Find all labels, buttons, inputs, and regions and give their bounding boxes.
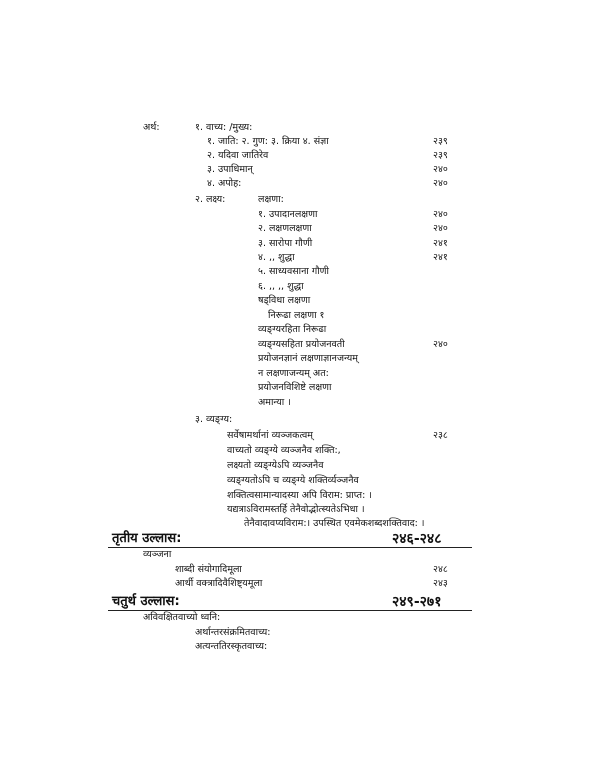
vyangya-heading: ३. व्यङ्ग्य:	[195, 414, 233, 425]
caturtha-rule	[108, 610, 472, 611]
lakshya-item-12: न लक्षणाजन्यम् अत:	[258, 368, 329, 379]
lakshya-item-6: ६. ,, ,, शुद्धा	[258, 281, 304, 292]
trtiya-heading: तृतीय उल्लास:	[112, 531, 182, 546]
lakshya-item-13: प्रयोजनविशिष्टे लक्षणा	[258, 382, 332, 393]
vacya-item-4-page: २४०	[433, 178, 448, 189]
vyangya-item-2: वाच्यतो व्यङ्ग्ये व्यञ्जनैव शक्ति:,	[227, 445, 341, 456]
caturtha-sub: अविवक्षितवाच्यो ध्वनि:	[143, 612, 221, 623]
lakshya-item-14: अमान्या ।	[258, 397, 291, 408]
trtiya-item-1: शाब्दी संयोगादिमूला	[175, 564, 242, 575]
vyangya-item-1: सर्वेषामर्थानां व्यञ्जकत्वम्	[227, 430, 313, 441]
vyangya-item-1-page: २३८	[433, 430, 448, 441]
vyangya-item-4: व्यङ्ग्यतोऽपि च व्यङ्ग्ये शक्तिर्व्यञ्जनैव	[227, 475, 359, 486]
vacya-item-3: ३. उपाधिमान्	[207, 164, 253, 175]
trtiya-pages: २४६-२४८	[392, 531, 442, 547]
lakshya-item-9: व्यङ्ग्यरहिता निरूढा	[258, 324, 327, 335]
trtiya-rule	[108, 547, 472, 548]
vacya-heading: १. वाच्य: /मुख्य:	[195, 122, 253, 133]
vyangya-item-3: लक्ष्यतो व्यङ्ग्येऽपि व्यञ्जनैव	[227, 460, 324, 471]
lakshya-item-3: ३. सारोपा गौणी	[258, 238, 313, 249]
lakshya-item-8: निरूढा लक्षणा १	[268, 310, 325, 321]
trtiya-item-1-page: २४८	[433, 564, 448, 575]
trtiya-item-2: आर्थी वक्त्रादिवैशिष्ट्यमूला	[175, 578, 263, 589]
lakshya-item-5: ५. साध्यवसाना गौणी	[258, 266, 329, 277]
vacya-item-3-page: २४०	[433, 164, 448, 175]
vyangya-item-5: शक्तित्वसामान्यादस्या अपि विराम: प्राप्त: ।	[227, 490, 372, 501]
caturtha-item-2: अत्यन्ततिरस्कृतवाच्य:	[195, 641, 268, 652]
lakshya-item-2-page: २४०	[433, 223, 448, 234]
vacya-item-1-page: २३९	[433, 136, 448, 147]
lakshya-item-4: ४. ,, शुद्धा	[258, 252, 295, 263]
vyangya-item-6: यद्यत्राऽविरामस्तर्हि तेनैवोद्भोत्स्यतेऽभिधा ।	[227, 504, 365, 515]
caturtha-item-1: अर्थान्तरसंक्रमितवाच्य:	[195, 627, 271, 638]
vyanjana-label: व्यञ्जना	[143, 549, 172, 560]
lakshya-heading: २. लक्ष्य:	[195, 194, 226, 205]
vyangya-item-7: तेनैवादावप्यविराम:। उपस्थित एवमेकशब्दशक्तिवाद: ।	[244, 518, 425, 529]
lakshya-item-1: १. उपादानलक्षणा	[258, 209, 318, 220]
caturtha-pages: २४९-२७१	[392, 594, 442, 610]
lakshya-item-11: प्रयोजनज्ञानं लक्षणाज्ञानजन्यम्	[258, 353, 358, 364]
lakshya-item-2: २. लक्षणलक्षणा	[258, 223, 312, 234]
artha-label: अर्थ:	[143, 122, 160, 133]
vacya-item-1: १. जाति: २. गुण: ३. क्रिया ४. संज्ञा	[207, 136, 329, 147]
lakshya-item-7: षड्विधा लक्षणा	[258, 295, 311, 306]
lakshya-item-10-page: २४०	[433, 339, 448, 350]
lakshana-label: लक्षणा:	[258, 194, 284, 205]
lakshya-item-10: व्यङ्ग्यसहिता प्रयोजनवती	[258, 339, 345, 350]
trtiya-item-2-page: २४३	[433, 578, 448, 589]
vacya-item-2-page: २३९	[433, 150, 448, 161]
lakshya-item-4-page: २४१	[433, 252, 448, 263]
caturtha-heading: चतुर्थ उल्लास:	[112, 594, 180, 609]
lakshya-item-3-page: २४१	[433, 238, 448, 249]
vacya-item-2: २. यदिवा जातिरेव	[207, 150, 269, 161]
lakshya-item-1-page: २४०	[433, 209, 448, 220]
vacya-item-4: ४. अपोह:	[207, 178, 242, 189]
